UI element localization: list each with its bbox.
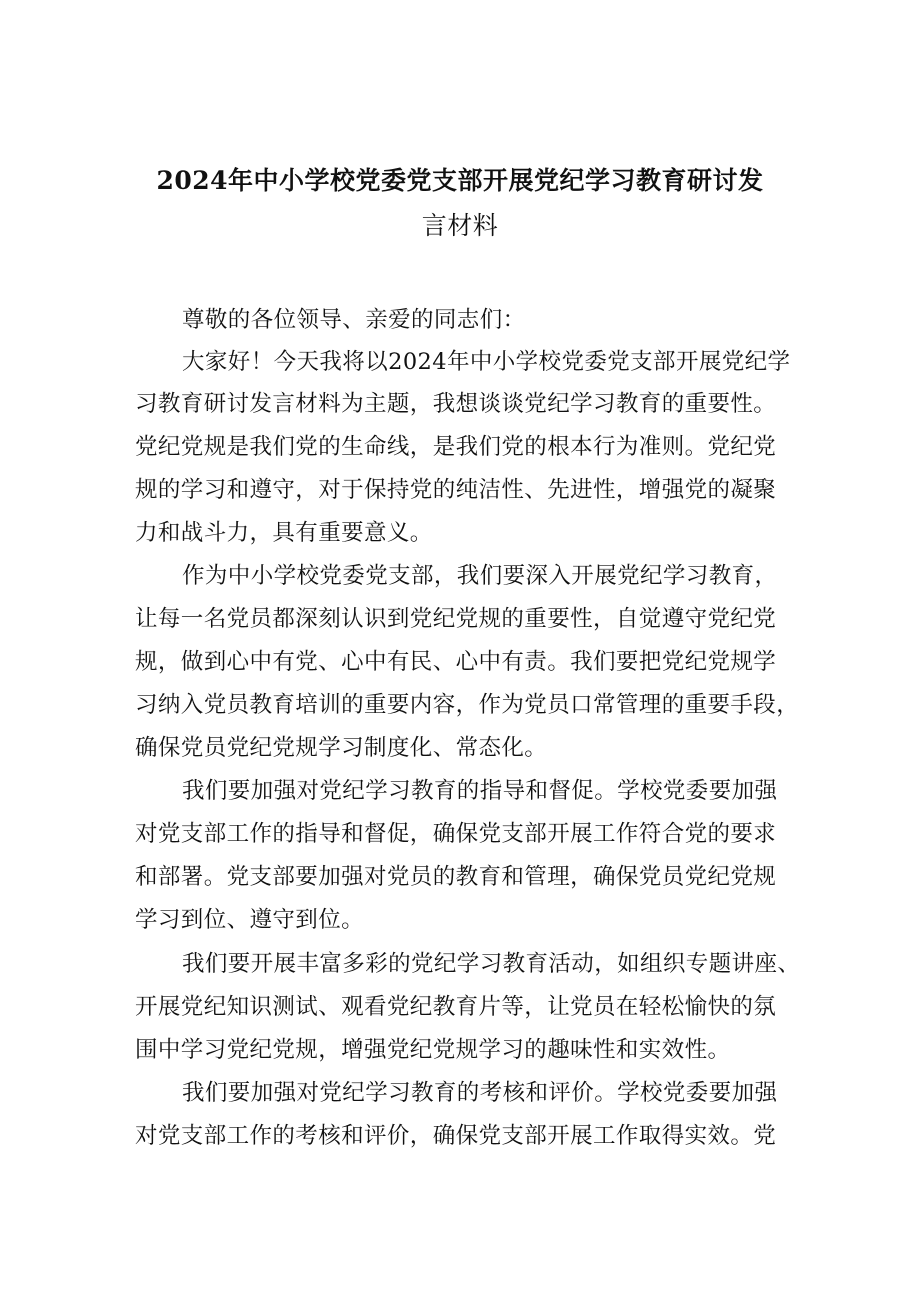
- document-title-line-1: 2024年中小学校党委党支部开展党纪学习教育研讨发: [156, 166, 764, 195]
- text-line: 我们要加强对党纪学习教育的指导和督促。学校党委要加强: [182, 778, 778, 804]
- text-line: 我们要开展丰富多彩的党纪学习教育活动，如组织专题讲座、: [182, 951, 801, 977]
- text-line: 大家好！今天我将以2024年中小学校党委党支部开展党纪学: [182, 349, 791, 375]
- text-line: 作为中小学校党委党支部，我们要深入开展党纪学习教育，: [182, 563, 778, 589]
- text-line: 开展党纪知识测试、观看党纪教育片等，让党员在轻松愉快的氛: [135, 994, 777, 1020]
- text-line: 规，做到心中有党、心中有民、心中有责。我们要把党纪党规学: [135, 649, 777, 675]
- text-line: 我们要加强对党纪学习教育的考核和评价。学校党委要加强: [182, 1080, 778, 1106]
- text-line: 对党支部工作的考核和评价，确保党支部开展工作取得实效。党: [135, 1123, 777, 1149]
- text-line: 和部署。党支部要加强对党员的教育和管理，确保党员党纪党规: [135, 864, 777, 890]
- text-line: 对党支部工作的指导和督促，确保党支部开展工作符合党的要求: [135, 821, 777, 847]
- text-line: 习教育研讨发言材料为主题，我想谈谈党纪学习教育的重要性。: [135, 391, 777, 417]
- text-line: 学习到位、遵守到位。: [135, 907, 365, 933]
- text-line: 党纪党规是我们党的生命线，是我们党的根本行为准则。党纪党: [135, 434, 777, 460]
- text-line: 围中学习党纪党规，增强党纪党规学习的趣味性和实效性。: [135, 1037, 731, 1063]
- text-line: 规的学习和遵守，对于保持党的纯洁性、先进性，增强党的凝聚: [135, 477, 777, 503]
- text-line: 确保党员党纪党规学习制度化、常态化。: [135, 735, 548, 761]
- document-title-line-2: 言材料: [421, 211, 499, 240]
- text-line: 力和战斗力，具有重要意义。: [135, 520, 433, 546]
- text-line: 让每一名党员都深刻认识到党纪党规的重要性，自觉遵守党纪党: [135, 606, 777, 632]
- salutation: 尊敬的各位领导、亲爱的同志们：: [182, 307, 526, 333]
- text-line: 习纳入党员教育培训的重要内容，作为党员口常管理的重要手段，: [135, 692, 800, 718]
